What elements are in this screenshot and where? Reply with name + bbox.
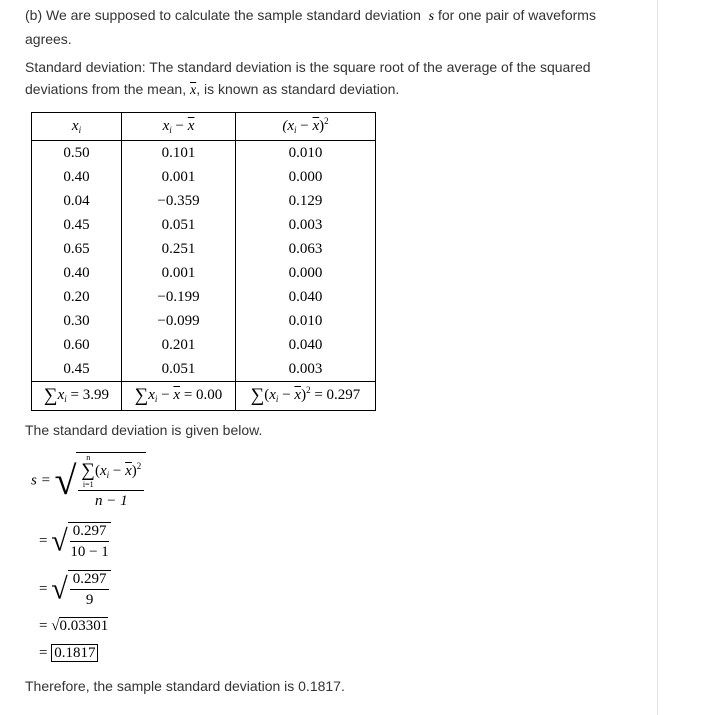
table-row	[32, 309, 376, 333]
cell-xi: 0.20	[32, 285, 122, 309]
definition-paragraph: Standard deviation: The standard deviation is the square root of the average of the squared deviations from the mean, $\overline{x}$, is known as standard deviation.	[25, 59, 591, 98]
intro-paragraph: (b) We are supposed to calculate the sample standard deviation s for one pair of waveforms agrees.	[25, 7, 596, 47]
formula-step-3: = √0.03301	[39, 618, 109, 634]
header-deviation: $x_i - \overline{x}$	[122, 113, 236, 141]
deviation-table	[31, 112, 376, 411]
cell-deviation: 0.051	[122, 213, 236, 237]
sd-intro-text: The standard deviation is given below.	[25, 422, 263, 438]
table-sum-row	[32, 382, 376, 411]
sum-deviation: $\sum x_i - \overline{x} = 0.00$	[122, 382, 236, 411]
cell-squared-deviation: 0.063	[236, 237, 376, 261]
cell-squared-deviation: 0.040	[236, 285, 376, 309]
sum-squared-deviation: $\sum(x_i - \overline{x})^2 = 0.297$	[236, 382, 376, 411]
table-row	[32, 141, 376, 166]
formula-step-2: = √ $\frac{0.297}{9}$	[39, 570, 111, 609]
cell-squared-deviation: 0.129	[236, 189, 376, 213]
cell-deviation: 0.001	[122, 261, 236, 285]
cell-squared-deviation: 0.040	[236, 333, 376, 357]
mean-symbol: $\overline{x}$	[189, 83, 197, 98]
cell-squared-deviation: 0.000	[236, 165, 376, 189]
table-body	[32, 141, 376, 382]
cell-xi: 0.40	[32, 261, 122, 285]
cell-deviation: −0.359	[122, 189, 236, 213]
table-row	[32, 285, 376, 309]
cell-squared-deviation: 0.000	[236, 261, 376, 285]
cell-deviation: −0.199	[122, 285, 236, 309]
variable-s: s	[428, 9, 435, 24]
cell-deviation: 0.101	[122, 141, 236, 166]
cell-deviation: 0.001	[122, 165, 236, 189]
cell-deviation: 0.201	[122, 333, 236, 357]
cell-squared-deviation: 0.010	[236, 309, 376, 333]
table-row	[32, 261, 376, 285]
sum-xi: $\sum x_i = 3.99$	[32, 382, 122, 411]
table-row	[32, 165, 376, 189]
table-row	[32, 213, 376, 237]
cell-squared-deviation: 0.003	[236, 357, 376, 382]
cell-xi: 0.04	[32, 189, 122, 213]
cell-deviation: −0.099	[122, 309, 236, 333]
cell-xi: 0.40	[32, 165, 122, 189]
cell-xi: 0.60	[32, 333, 122, 357]
cell-xi: 0.65	[32, 237, 122, 261]
cell-xi: 0.45	[32, 213, 122, 237]
result-box: 0.1817	[51, 644, 98, 662]
table-row	[32, 237, 376, 261]
cell-xi: 0.30	[32, 309, 122, 333]
table-row	[32, 357, 376, 382]
table-row	[32, 333, 376, 357]
header-squared-deviation: $(x_i - \overline{x})^2$	[236, 113, 376, 141]
formula-step-1: = √ $\frac{0.297}{10 - 1}$	[39, 522, 111, 561]
formula-result: = 0.1817	[39, 645, 98, 662]
conclusion-text: Therefore, the sample standard deviation is 0.1817.	[25, 678, 345, 694]
cell-squared-deviation: 0.003	[236, 213, 376, 237]
cell-deviation: 0.251	[122, 237, 236, 261]
table-header-row	[32, 113, 376, 141]
header-xi: $x_i$	[32, 113, 122, 141]
cell-xi: 0.45	[32, 357, 122, 382]
cell-deviation: 0.051	[122, 357, 236, 382]
cell-squared-deviation: 0.010	[236, 141, 376, 166]
content-right-border	[657, 0, 658, 715]
formula-definition: s = √ n ∑ i=1 $(x_i - \overline{x})^2$ n − 1	[31, 452, 146, 510]
cell-xi: 0.50	[32, 141, 122, 166]
table-row	[32, 189, 376, 213]
